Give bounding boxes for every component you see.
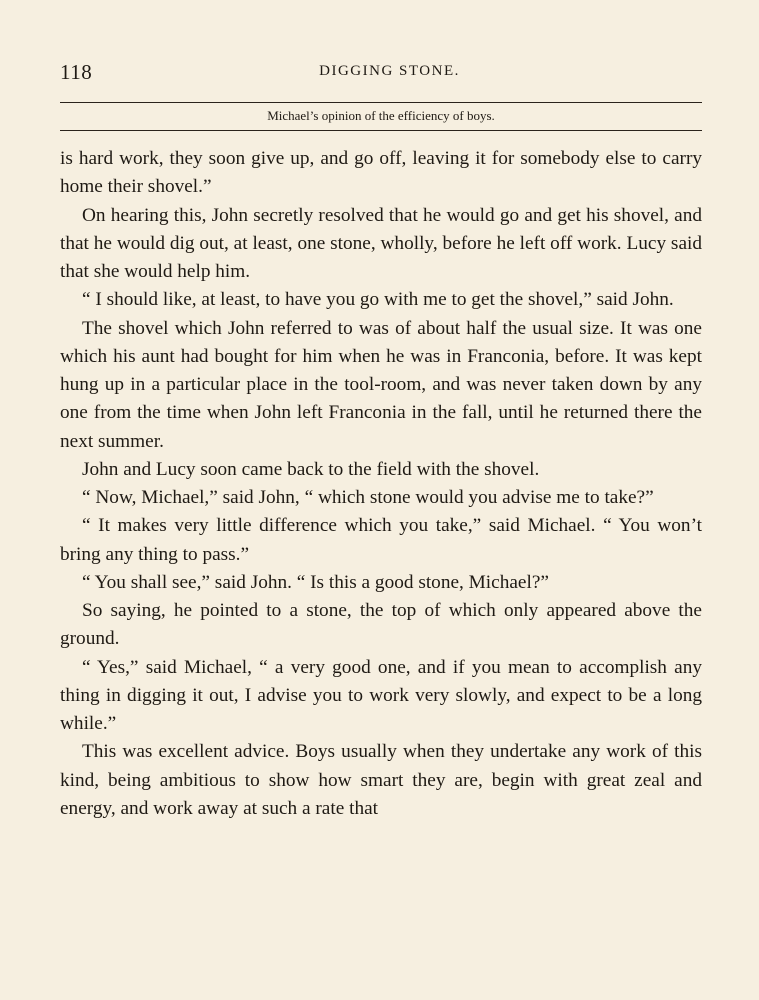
subheading-rule bbox=[60, 130, 702, 131]
chapter-subheading: Michael’s opinion of the efficiency of boys. bbox=[267, 108, 495, 123]
body-text bbox=[60, 145, 702, 823]
paragraph: “ Now, Michael,” said John, “ which stone would you advise me to take?” bbox=[82, 487, 654, 508]
paragraph: “ I should like, at least, to have you go with me to get the shovel,” said John. bbox=[82, 289, 674, 311]
paragraph: is hard work, they soon give up, and go off, leaving it for somebody else to carry home their shovel.” bbox=[60, 148, 702, 198]
paragraph: So saying, he pointed to a stone, the top of which only appeared above the ground. bbox=[60, 600, 702, 650]
paragraph: “ You shall see,” said John. “ Is this a good stone, Michael?” bbox=[82, 571, 549, 593]
page-number: 118 bbox=[60, 60, 93, 84]
paragraph: John and Lucy soon came back to the field with the shovel. bbox=[82, 458, 540, 480]
paragraph: On hearing this, John secretly resolved that he would go and get his shovel, and that he would dig out, at least, one stone, wholly, before he left off work. Lucy said that she would help him. bbox=[60, 204, 702, 282]
running-title: DIGGING STONE. bbox=[319, 63, 460, 79]
paragraph: This was excellent advice. Boys usually when they undertake any work of this kind, being ambitious to show how smart they are, begin with great zeal and energy, and work away at such a rate that bbox=[60, 741, 702, 819]
paragraph: “ Yes,” said Michael, “ a very good one, and if you mean to accomplish any thing in digging it out, I advise you to work very slowly, and expect to be a long while.” bbox=[60, 656, 702, 734]
header-rule bbox=[60, 102, 702, 103]
paragraph: The shovel which John referred to was of about half the usual size. It was one which his aunt had bought for him when he was in Franconia, before. It was kept hung up in a particular place in the tool-room, and was never taken down by any one from the time when John left Franconia in the fall, until he returned there the next summer. bbox=[60, 317, 702, 452]
paragraph: “ It makes very little difference which you take,” said Michael. “ You won’t bring any thing to pass.” bbox=[60, 515, 702, 565]
